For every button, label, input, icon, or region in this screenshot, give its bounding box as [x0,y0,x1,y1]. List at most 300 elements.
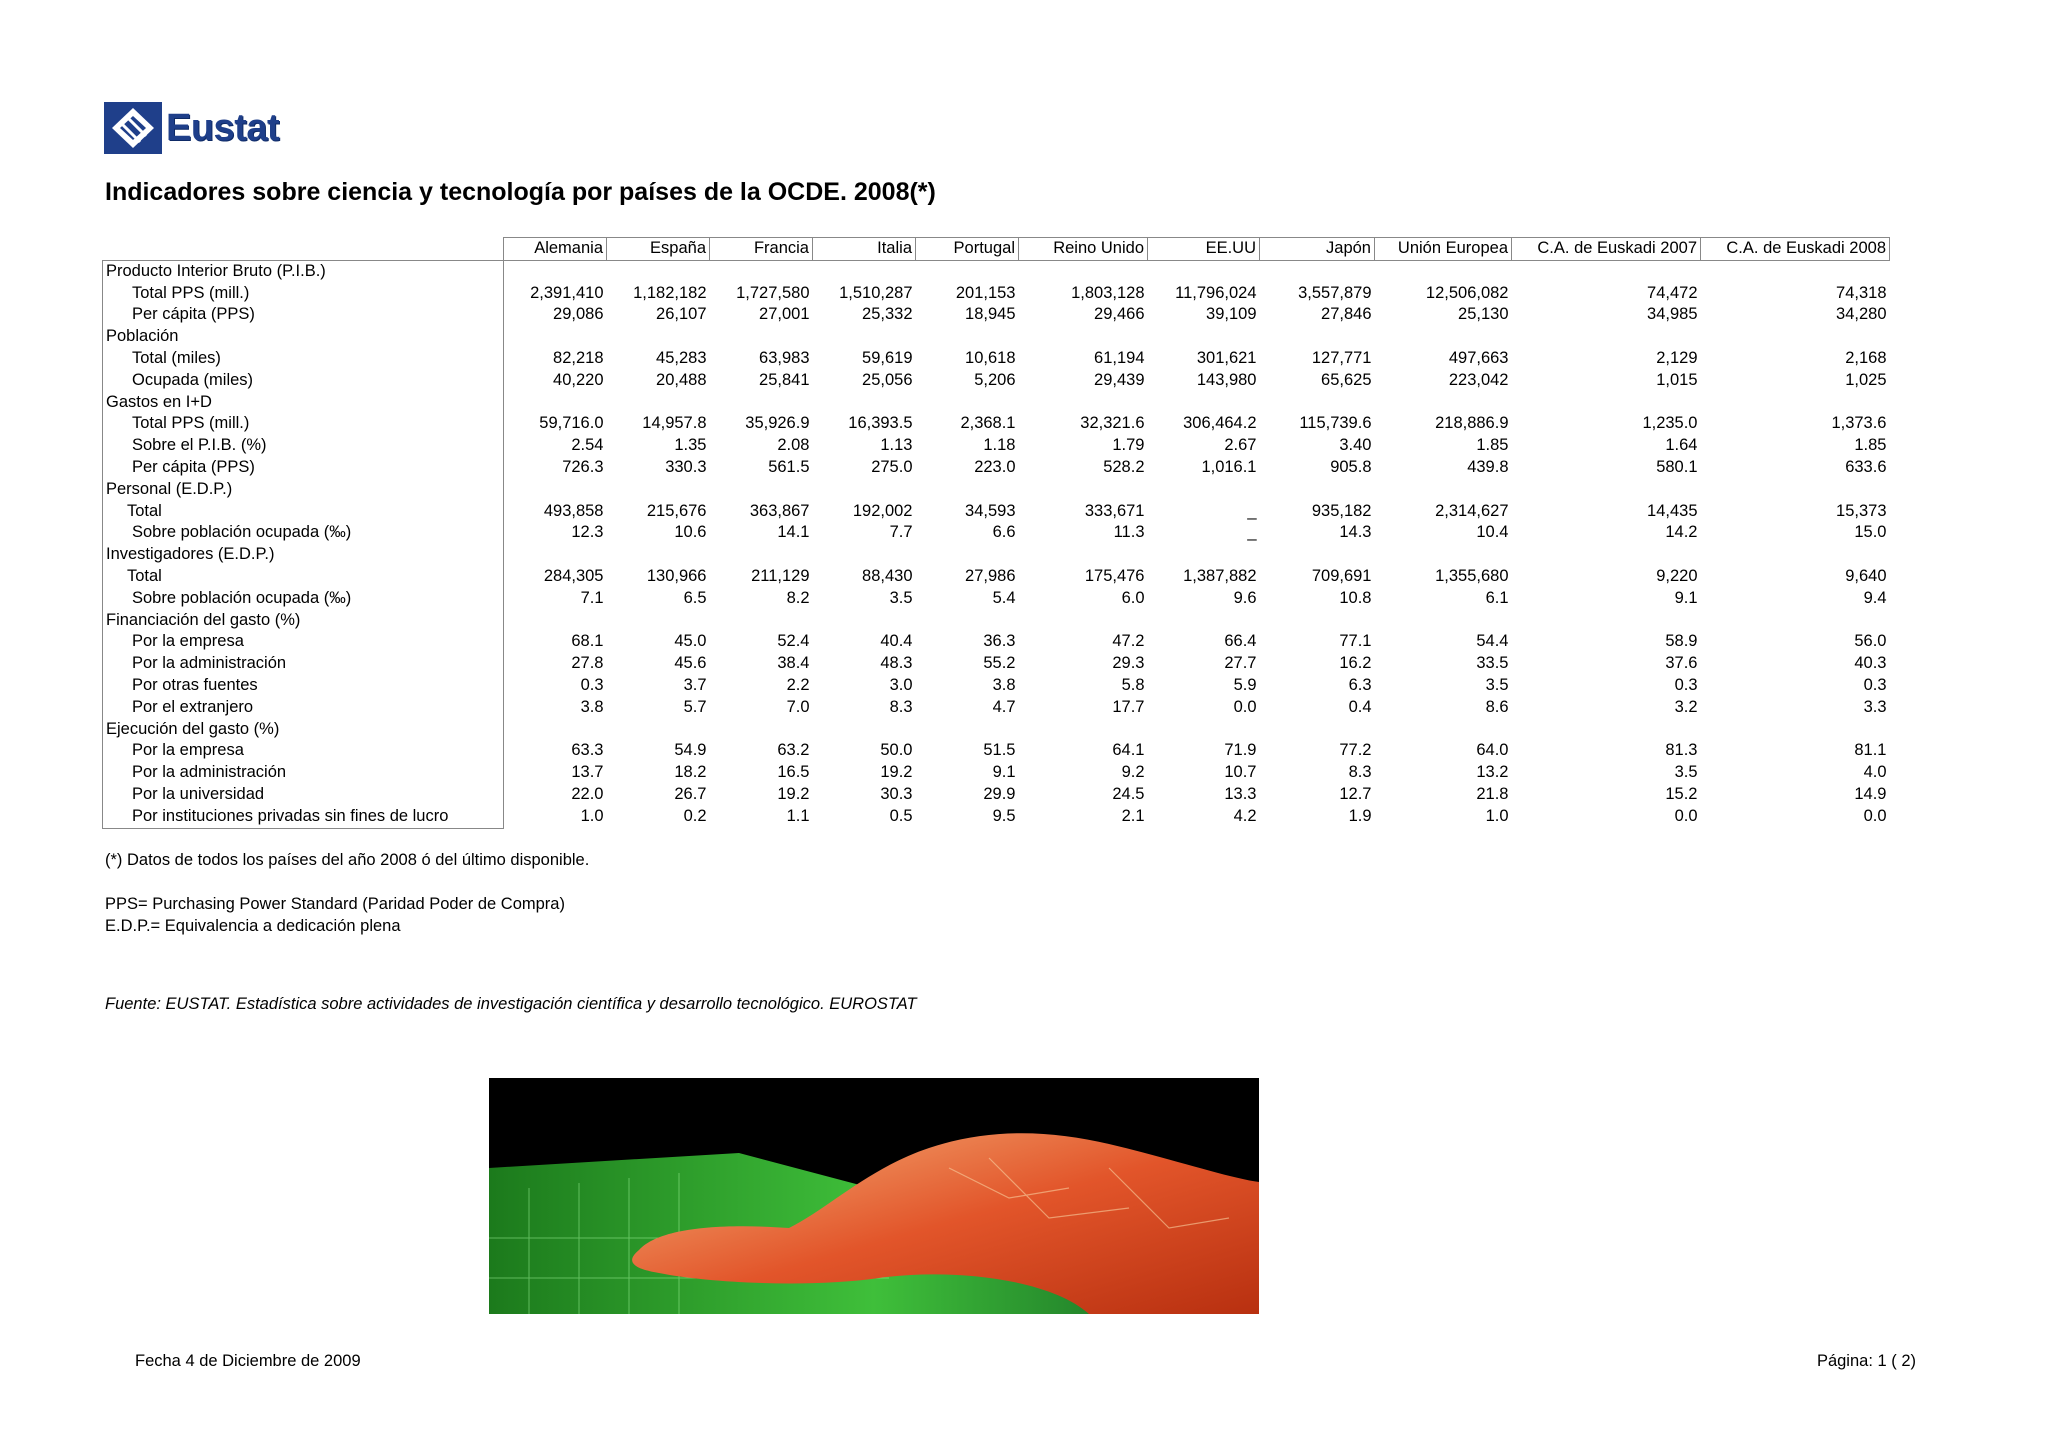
table-cell: 71.9 [1224,741,1257,760]
table-row [103,501,1890,523]
table-cell [1701,544,1890,566]
table-cell: 34,280 [1836,305,1887,324]
table-cell: 0.0 [1233,697,1257,716]
table-row [103,719,1890,741]
table-cell: 11.3 [1113,523,1145,542]
table-cell [1148,719,1260,741]
table-cell: 17.7 [1112,697,1145,716]
table-cell: 5.4 [992,588,1016,607]
table-cell: 15.0 [1854,523,1887,542]
table-cell: 52.4 [777,632,810,651]
table-cell: 29,439 [1094,370,1145,389]
table-cell: 8.3 [889,697,913,716]
table-cell [710,260,813,282]
table-cell: 580.1 [1656,457,1698,476]
table-cell: 48.3 [880,654,913,673]
table-cell: 1,803,128 [1071,283,1145,302]
table-cell: 10.8 [1339,588,1372,607]
table-cell: 3.8 [992,675,1016,694]
table-cell: 2.1 [1121,806,1145,825]
table-cell: 0.3 [580,675,604,694]
table-cell [607,610,710,632]
table-cell: 7.7 [889,523,913,542]
table-cell [1148,260,1260,282]
table-cell: 64.1 [1112,741,1145,760]
table-cell: 6.0 [1121,588,1145,607]
table-cell: 0.3 [1863,675,1887,694]
table-cell: 12.3 [571,523,604,542]
table-cell [504,392,607,414]
table-cell: 38.4 [777,654,810,673]
table-cell: 1.85 [1854,436,1887,455]
table-cell: 9.1 [992,763,1016,782]
table-cell: 5.8 [1121,675,1145,694]
table-cell: 66.4 [1224,632,1257,651]
table-cell [1512,544,1701,566]
row-label: Per cápita (PPS) [103,304,504,326]
row-label: Sobre población ocupada (‰) [103,588,504,610]
table-cell: 0.2 [683,806,707,825]
table-cell: 30.3 [880,784,913,803]
table-cell: 1.64 [1665,436,1698,455]
table-cell [607,392,710,414]
table-row [103,631,1890,653]
table-cell: 27.7 [1224,654,1257,673]
table-cell: 528.2 [1103,457,1145,476]
table-cell: 1.13 [880,436,913,455]
table-cell [916,260,1019,282]
table-cell [1260,610,1375,632]
table-cell: 26,107 [656,305,707,324]
table-cell [916,479,1019,501]
table-cell [710,392,813,414]
table-cell [710,719,813,741]
table-cell [813,544,916,566]
table-cell [607,326,710,348]
table-cell [1148,326,1260,348]
table-cell: 6.5 [683,588,707,607]
table-cell: 2.67 [1224,436,1257,455]
table-row [103,392,1890,414]
table-cell: 497,663 [1448,348,1509,367]
column-header: C.A. de Euskadi 2007 [1512,238,1701,261]
table-cell: 2.2 [786,675,810,694]
table-cell: 3.5 [1485,675,1509,694]
table-cell: 1,373.6 [1831,414,1887,433]
table-cell: 27.8 [571,654,604,673]
row-label: Producto Interior Bruto (P.I.B.) [103,260,504,282]
table-cell [916,610,1019,632]
row-label: Total [103,566,504,588]
table-cell: 27,846 [1321,305,1372,324]
table-cell: 1.18 [983,436,1016,455]
table-cell [607,544,710,566]
table-cell: 4.2 [1233,806,1257,825]
table-cell: 215,676 [646,501,707,520]
table-cell: 1,025 [1845,370,1887,389]
row-label: Investigadores (E.D.P.) [103,544,504,566]
table-cell: 9.2 [1121,763,1145,782]
table-cell: 27,986 [965,566,1016,585]
note-edp: E.D.P.= Equivalencia a dedicación plena [105,917,401,935]
table-cell: 15,373 [1836,501,1887,520]
row-label: Por la empresa [103,631,504,653]
table-cell: _ [1247,523,1257,542]
row-label: Por la administración [103,653,504,675]
table-cell: 6.6 [992,523,1016,542]
table-cell: 64.0 [1476,741,1509,760]
table-cell: 63.3 [571,741,604,760]
table-cell: 726.3 [562,457,604,476]
row-label: Per cápita (PPS) [103,457,504,479]
table-cell [1701,479,1890,501]
column-header: Alemania [504,238,607,261]
table-cell: 1.1 [786,806,810,825]
table-cell: 175,476 [1084,566,1145,585]
table-cell: _ [1247,501,1257,520]
table-cell: 9.5 [992,806,1016,825]
table-cell [504,260,607,282]
table-cell [1375,544,1512,566]
table-cell: 54.4 [1476,632,1509,651]
table-cell: 8.6 [1485,697,1509,716]
table-cell: 10,618 [965,348,1016,367]
table-cell: 306,464.2 [1183,414,1257,433]
table-cell: 40.4 [880,632,913,651]
table-cell: 633.6 [1845,457,1887,476]
table-row [103,697,1890,719]
table-cell [710,326,813,348]
table-cell: 40.3 [1854,654,1887,673]
table-cell [813,610,916,632]
table-cell: 34,985 [1647,305,1698,324]
table-cell [1260,326,1375,348]
table-cell: 20,488 [656,370,707,389]
table-row [103,762,1890,784]
table-cell: 14,957.8 [642,414,707,433]
row-label: Total PPS (mill.) [103,413,504,435]
table-cell: 2,168 [1845,348,1887,367]
table-cell [607,479,710,501]
table-cell [1512,610,1701,632]
table-cell: 15.2 [1665,784,1698,803]
table-cell [1701,610,1890,632]
table-cell: 16.5 [777,763,810,782]
table-cell: 50.0 [880,741,913,760]
source-note: Fuente: EUSTAT. Estadística sobre actividades de investigación científica y desarrollo tecnológico. EUROSTAT [105,995,917,1013]
table-cell: 45.0 [674,632,707,651]
table-cell: 333,671 [1084,501,1145,520]
table-cell: 14.3 [1339,523,1372,542]
table-cell: 24.5 [1112,784,1145,803]
table-row [103,806,1890,828]
table-cell: 275.0 [871,457,913,476]
table-cell: 29,466 [1094,305,1145,324]
table-cell [1260,260,1375,282]
table-cell [1019,260,1148,282]
table-cell: 0.4 [1348,697,1372,716]
table-cell: 14.1 [777,523,810,542]
table-row [103,522,1890,544]
table-cell: 45.6 [674,654,707,673]
table-cell: 12.7 [1339,784,1372,803]
table-cell: 56.0 [1854,632,1887,651]
table-cell [710,610,813,632]
table-cell: 363,867 [749,501,810,520]
table-cell: 1,015 [1656,370,1698,389]
column-header: España [607,238,710,261]
row-label: Por el extranjero [103,697,504,719]
table-cell: 905.8 [1330,457,1372,476]
row-label: Personal (E.D.P.) [103,479,504,501]
table-cell: 143,980 [1196,370,1257,389]
table-cell: 2.08 [777,436,810,455]
table-cell: 19.2 [777,784,810,803]
table-cell: 51.5 [983,741,1016,760]
row-label: Población [103,326,504,348]
table-cell [710,544,813,566]
table-cell: 1,355,680 [1435,566,1509,585]
row-label: Sobre población ocupada (‰) [103,522,504,544]
table-cell: 223,042 [1448,370,1509,389]
table-cell: 439.8 [1467,457,1509,476]
table-row [103,457,1890,479]
table-cell: 3.7 [683,675,707,694]
table-cell: 68.1 [571,632,604,651]
table-row [103,260,1890,282]
table-cell: 2,129 [1656,348,1698,367]
table-cell [1260,544,1375,566]
table-cell: 301,621 [1196,348,1257,367]
table-cell: 39,109 [1206,305,1257,324]
table-row [103,348,1890,370]
table-cell [1148,544,1260,566]
table-cell: 9,220 [1656,566,1698,585]
table-cell [1701,392,1890,414]
table-cell: 1.9 [1348,806,1372,825]
table-cell: 211,129 [751,566,810,585]
header-blank-cell [103,238,504,261]
table-cell [1375,719,1512,741]
table-cell [1512,719,1701,741]
table-cell: 12,506,082 [1425,283,1509,302]
column-header: Italia [813,238,916,261]
row-label: Ocupada (miles) [103,370,504,392]
table-cell: 81.3 [1665,741,1698,760]
table-cell: 935,182 [1311,501,1372,520]
table-cell [813,326,916,348]
table-cell [916,719,1019,741]
table-cell: 0.0 [1863,806,1887,825]
table-row [103,566,1890,588]
table-cell [1260,392,1375,414]
table-row [103,479,1890,501]
table-cell: 10.7 [1224,763,1257,782]
table-cell [607,260,710,282]
table-cell: 65,625 [1321,370,1372,389]
table-cell: 9.6 [1233,588,1257,607]
table-cell [1260,719,1375,741]
table-cell: 1,510,287 [839,283,913,302]
table-cell: 2,391,410 [530,283,604,302]
table-body [103,260,1890,828]
table-cell: 3.5 [889,588,913,607]
table-cell: 201,153 [955,283,1016,302]
table-cell [1019,392,1148,414]
table-cell [1375,260,1512,282]
table-cell [1148,479,1260,501]
table-cell [710,479,813,501]
table-cell: 4.0 [1863,763,1887,782]
table-cell: 6.3 [1348,675,1372,694]
table-row [103,413,1890,435]
row-label: Total [103,501,504,523]
table-cell: 61,194 [1094,348,1145,367]
table-cell: 13.3 [1224,784,1257,803]
table-cell [1019,719,1148,741]
table-cell: 7.0 [786,697,810,716]
table-cell: 130,966 [646,566,707,585]
column-header: Francia [710,238,813,261]
table-cell: 82,218 [553,348,604,367]
table-cell [504,326,607,348]
table-cell: 29,086 [553,305,604,324]
technology-hand-image [489,1078,1259,1314]
table-cell: 493,858 [543,501,604,520]
table-cell: 74,318 [1836,283,1887,302]
table-cell [1512,479,1701,501]
table-cell: 9,640 [1845,566,1887,585]
table-cell [1148,392,1260,414]
table-cell: 18.2 [674,763,707,782]
table-cell: 1.79 [1112,436,1145,455]
table-cell: 16,393.5 [848,414,913,433]
table-cell: 115,739.6 [1299,414,1372,433]
table-cell [916,392,1019,414]
table-cell [916,326,1019,348]
column-header: Japón [1260,238,1375,261]
table-cell: 1,387,882 [1183,566,1257,585]
indicators-table [102,237,1890,829]
eustat-logo-icon [104,102,162,154]
row-label: Por la administración [103,762,504,784]
table-cell: 11,796,024 [1175,283,1257,302]
footer-date: Fecha 4 de Diciembre de 2009 [135,1352,361,1370]
table-cell: 14.2 [1665,523,1698,542]
table-row [103,283,1890,305]
eustat-logo [104,102,279,154]
table-cell: 25,332 [862,305,913,324]
table-cell: 1,182,182 [633,283,707,302]
table-cell: 5.7 [683,697,707,716]
table-cell: 14.9 [1854,784,1887,803]
table-cell: 3.3 [1863,697,1887,716]
table-cell [1148,610,1260,632]
table-row [103,784,1890,806]
table-cell [916,544,1019,566]
table-cell: 127,771 [1311,348,1372,367]
table-cell: 10.4 [1476,523,1509,542]
table-cell: 58.9 [1665,632,1698,651]
table-cell: 2,368.1 [960,414,1016,433]
table-cell: 16.2 [1339,654,1372,673]
table-cell: 0.0 [1674,806,1698,825]
table-cell [813,392,916,414]
table-row [103,653,1890,675]
table-cell: 81.1 [1854,741,1887,760]
table-cell: 77.1 [1339,632,1372,651]
table-cell: 1.85 [1476,436,1509,455]
row-label: Ejecución del gasto (%) [103,719,504,741]
table-cell [1701,326,1890,348]
row-label: Financiación del gasto (%) [103,610,504,632]
row-label: Total PPS (mill.) [103,283,504,305]
table-cell: 19.2 [880,763,913,782]
table-cell [1375,326,1512,348]
note-asterisk: (*) Datos de todos los países del año 2008 ó del último disponible. [105,851,590,869]
table-cell [813,260,916,282]
table-row [103,740,1890,762]
table-cell: 3.5 [1674,763,1698,782]
table-cell: 33.5 [1476,654,1509,673]
table-cell: 37.6 [1665,654,1698,673]
table-cell: 330.3 [665,457,707,476]
table-cell [1512,260,1701,282]
table-cell: 88,430 [862,566,913,585]
table-cell: 13.2 [1476,763,1509,782]
table-cell [1375,610,1512,632]
eustat-logo-text: Eustat [166,107,280,149]
table-cell [504,544,607,566]
table-cell [607,719,710,741]
table-cell: 25,841 [759,370,810,389]
table-cell: 1.35 [674,436,707,455]
table-cell: 2,314,627 [1435,501,1509,520]
table-cell [504,610,607,632]
table-cell: 218,886.9 [1435,414,1509,433]
column-header: Reino Unido [1019,238,1148,261]
table-row [103,304,1890,326]
row-label: Total (miles) [103,348,504,370]
table-cell: 1,727,580 [736,283,810,302]
table-cell: 29.9 [983,784,1016,803]
column-header: C.A. de Euskadi 2008 [1701,238,1890,261]
table-cell [1019,479,1148,501]
row-label: Por instituciones privadas sin fines de lucro [103,806,504,828]
table-cell: 77.2 [1339,741,1372,760]
column-header: Unión Europea [1375,238,1512,261]
table-cell: 5,206 [974,370,1016,389]
table-cell: 55.2 [983,654,1016,673]
row-label: Por la universidad [103,784,504,806]
table-cell: 59,716.0 [539,414,604,433]
table-cell: 223.0 [974,457,1016,476]
table-row [103,588,1890,610]
table-cell: 4.7 [992,697,1016,716]
table-row [103,610,1890,632]
table-cell [813,719,916,741]
table-cell: 63.2 [777,741,810,760]
row-label: Por otras fuentes [103,675,504,697]
indicators-table-container [102,237,1890,829]
row-label: Sobre el P.I.B. (%) [103,435,504,457]
table-row [103,435,1890,457]
table-cell: 74,472 [1647,283,1698,302]
table-cell: 35,926.9 [745,414,810,433]
page-title: Indicadores sobre ciencia y tecnología por países de la OCDE. 2008(*) [105,178,936,206]
table-cell [504,719,607,741]
table-cell: 10.6 [674,523,707,542]
